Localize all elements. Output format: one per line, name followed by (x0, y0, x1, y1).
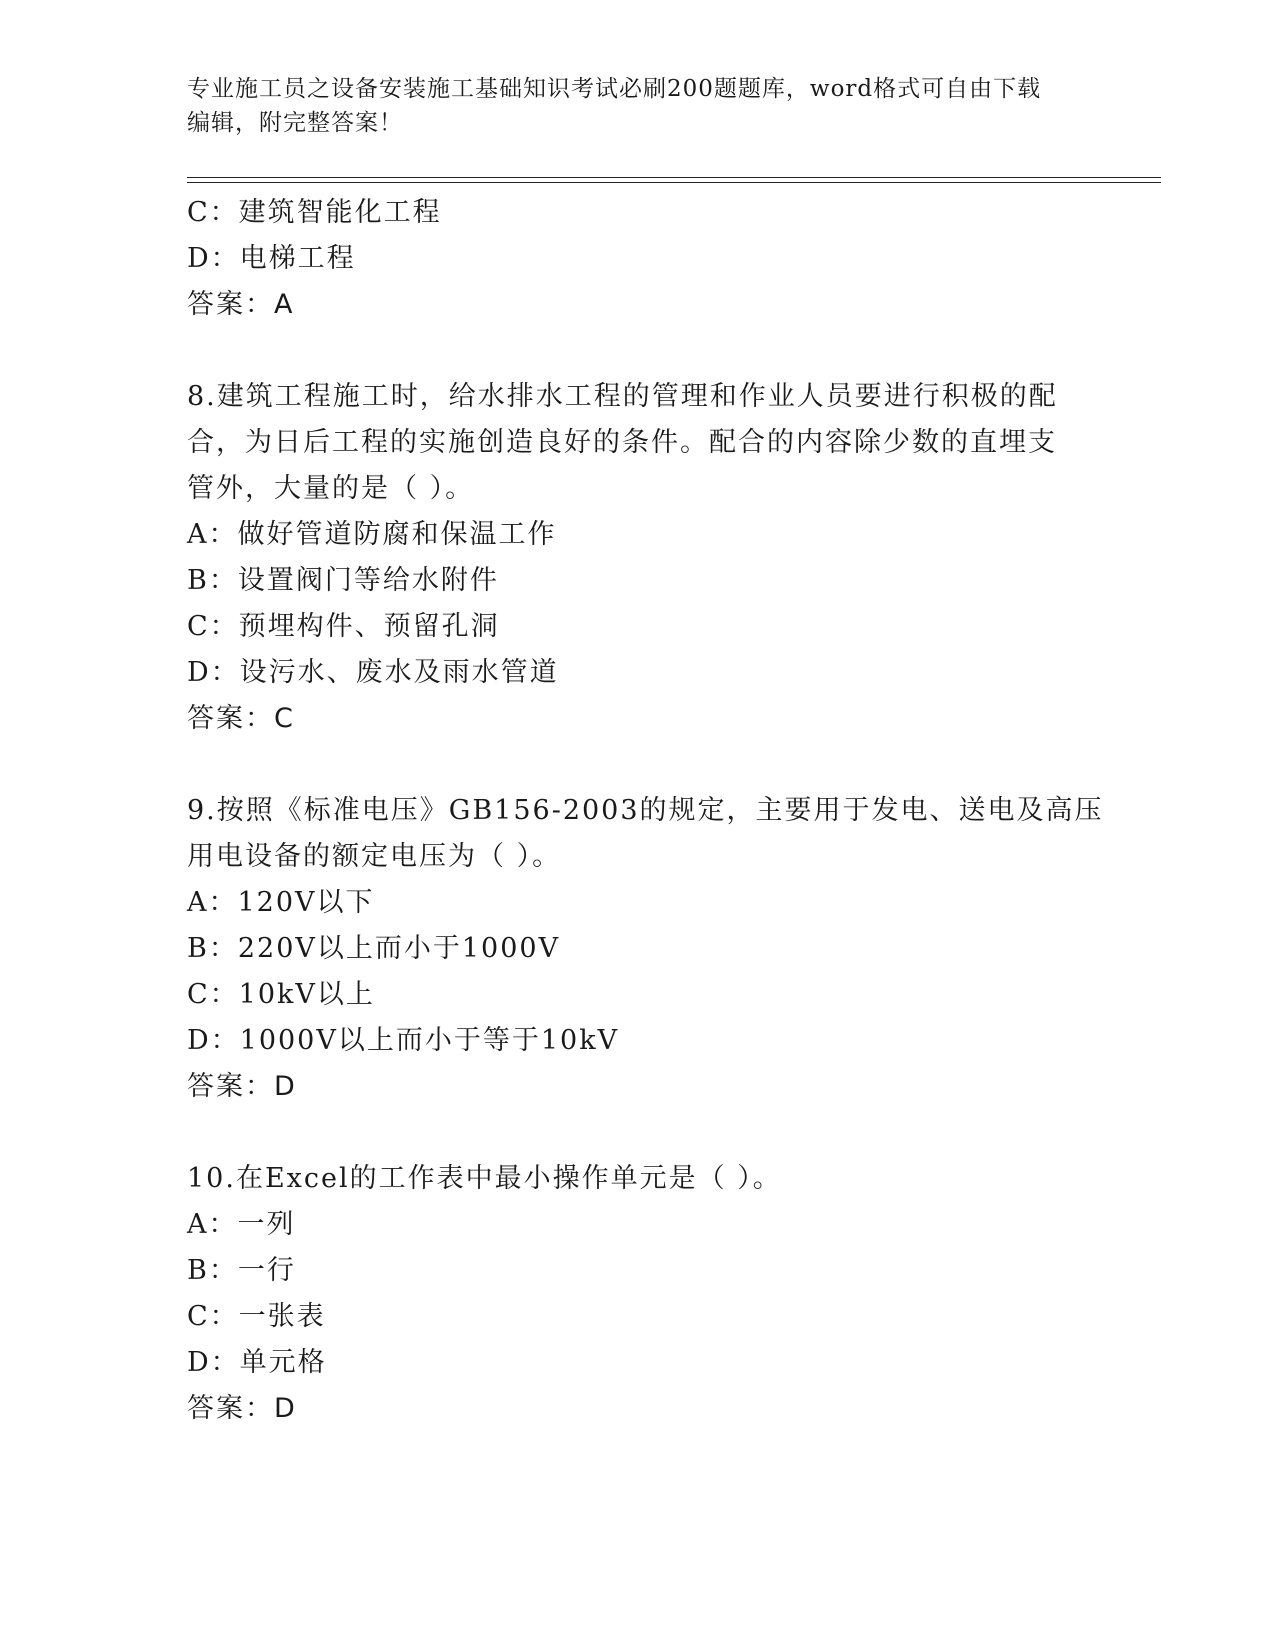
answer-line: 答案：D (187, 1393, 297, 1424)
question-text-line: 9.按照《标准电压》GB156-2003的规定，主要用于发电、送电及高压 (187, 795, 1104, 826)
question-list (187, 190, 1104, 1432)
header-line-1: 专业施工员之设备安装施工基础知识考试必刷200题题库，word格式可自由下载 (187, 76, 1042, 102)
option-d: D：单元格 (187, 1347, 327, 1378)
option-a: A：120V以下 (187, 887, 375, 918)
option-b: B：220V以上而小于1000V (187, 933, 561, 964)
option-c: C：建筑智能化工程 (187, 197, 442, 228)
question-text-line: 管外，大量的是（ ）。 (187, 473, 475, 504)
header-divider-bottom (187, 182, 1161, 183)
question-9 (187, 788, 1104, 1110)
question-text-line: 8.建筑工程施工时，给水排水工程的管理和作业人员要进行积极的配 (187, 381, 1058, 412)
option-a: A：一列 (187, 1209, 296, 1240)
option-b: B：一行 (187, 1255, 296, 1286)
question-10 (187, 1156, 1087, 1432)
answer-line: 答案：D (187, 1071, 297, 1102)
option-d: D：1000V以上而小于等于10kV (187, 1025, 620, 1056)
option-a: A：做好管道防腐和保温工作 (187, 519, 557, 550)
option-c: C：一张表 (187, 1301, 326, 1332)
option-c: C：预埋构件、预留孔洞 (187, 611, 500, 642)
question-7-continued (187, 190, 1087, 328)
question-text-line: 10.在Excel的工作表中最小操作单元是（ ）。 (187, 1163, 782, 1194)
question-text-line: 用电设备的额定电压为（ ）。 (187, 841, 562, 872)
question-8 (187, 374, 1087, 742)
option-b: B：设置阀门等给水附件 (187, 565, 499, 596)
answer-line: 答案：A (187, 289, 295, 320)
header-divider-top (187, 177, 1161, 178)
option-d: D：设污水、废水及雨水管道 (187, 657, 559, 688)
answer-line: 答案：C (187, 703, 295, 734)
option-c: C：10kV以上 (187, 979, 375, 1010)
option-d: D：电梯工程 (187, 243, 356, 274)
header-line-2: 编辑，附完整答案！ (187, 110, 403, 136)
document-header (187, 72, 1077, 140)
question-text-line: 合，为日后工程的实施创造良好的条件。配合的内容除少数的直埋支 (187, 427, 1057, 458)
